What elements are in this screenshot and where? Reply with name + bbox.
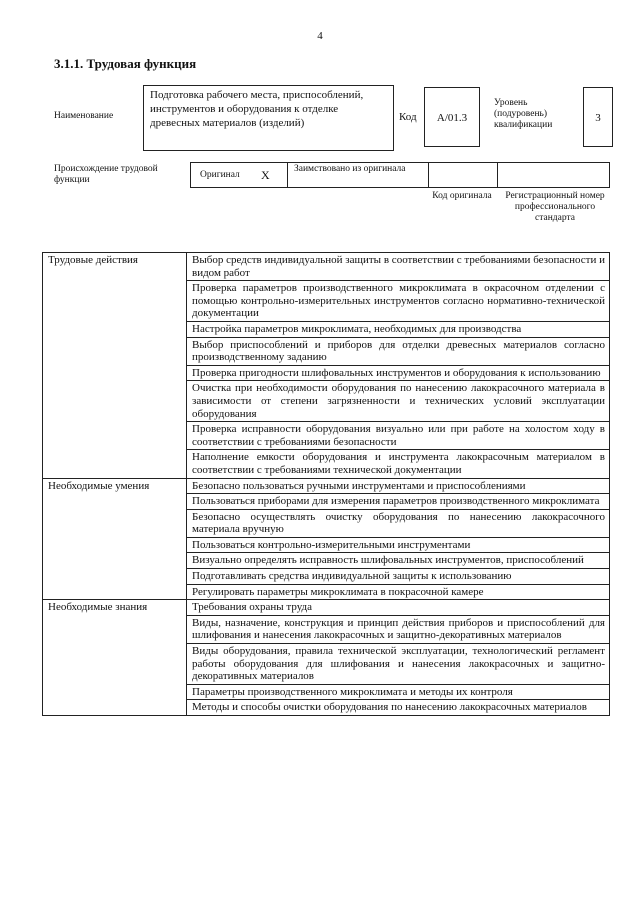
item-cell: Очистка при необходимости оборудования по нанесению лакокрасочного материала в зависимости от степени загрязненности и технических условий эксплуатации оборудования <box>187 381 610 422</box>
item-cell: Безопасно пользоваться ручными инструментами и приспособлениями <box>187 478 610 494</box>
item-cell: Безопасно осуществлять очистку оборудования по нанесению лакокрасочного материала вручную <box>187 509 610 537</box>
original-mark: X <box>261 168 270 182</box>
table-row <box>43 478 610 494</box>
item-cell: Наполнение емкости оборудования и инструмента лакокрасочным материалом в соответствии с требованиями технической документации <box>187 450 610 478</box>
item-cell: Проверка исправности оборудования визуально или при работе на холостом ходу в соответствии с требованиями безопасности <box>187 422 610 450</box>
name-label: Наименование <box>54 111 114 121</box>
item-cell: Требования охраны труда <box>187 600 610 616</box>
code-label: Код <box>399 111 417 123</box>
level-value: 3 <box>583 87 613 147</box>
function-name: Подготовка рабочего места, приспособлений, инструментов и оборудования к отделке древесных материалов (изделий) <box>143 85 394 151</box>
item-cell: Выбор средств индивидуальной защиты в соответствии с требованиями безопасности и видом работ <box>187 253 610 281</box>
item-cell: Подготавливать средства индивидуальной защиты к использованию <box>187 569 610 585</box>
item-cell: Выбор приспособлений и приборов для отделки древесных материалов согласно производственному заданию <box>187 337 610 365</box>
level-label: Уровень (подуровень) квалификации <box>494 98 553 130</box>
table-row <box>43 600 610 616</box>
section-title-cell: Трудовые действия <box>43 253 187 479</box>
code-value: A/01.3 <box>424 87 480 147</box>
item-cell: Проверка пригодности шлифовальных инструментов и оборудования к использованию <box>187 365 610 381</box>
borrowed-label: Заимствовано из оригинала <box>294 164 406 174</box>
item-cell: Проверка параметров производственного микроклимата в окрасочном отделении с помощью контрольно-измерительных инструментов согласно нормативно-технической документации <box>187 281 610 322</box>
function-table <box>42 252 610 716</box>
origin-row <box>190 162 610 188</box>
reg-caption: Регистрационный номер профессионального стандарта <box>505 191 605 223</box>
item-cell: Регулировать параметры микроклимата в покрасочной камере <box>187 584 610 600</box>
section-title: 3.1.1. Трудовая функция <box>54 56 197 71</box>
item-cell: Виды, назначение, конструкция и принцип действия приборов и приспособлений для шлифования и нанесения лакокрасочных и защитно-декоративных материалов <box>187 615 610 643</box>
item-cell: Пользоваться приборами для измерения параметров производственного микроклимата <box>187 494 610 510</box>
section-title-cell: Необходимые знания <box>43 600 187 716</box>
item-cell: Параметры производственного микроклимата и методы их контроля <box>187 684 610 700</box>
original-label: Оригинал <box>200 170 240 180</box>
item-cell: Пользоваться контрольно-измерительными инструментами <box>187 537 610 553</box>
code-caption: Код оригинала <box>432 191 492 201</box>
section-title-cell: Необходимые умения <box>43 478 187 600</box>
item-cell: Визуально определять исправность шлифовальных инструментов, приспособлений <box>187 553 610 569</box>
item-cell: Виды оборудования, правила технической эксплуатации, технологический регламент работы оборудования для шлифования и нанесения лакокрасочных и защитно-декоративных материалов <box>187 644 610 685</box>
origin-label: Происхождение трудовой функции <box>54 164 158 185</box>
item-cell: Настройка параметров микроклимата, необходимых для производства <box>187 321 610 337</box>
page-number: 4 <box>317 30 323 42</box>
table-row <box>43 253 610 281</box>
item-cell: Методы и способы очистки оборудования по нанесению лакокрасочных материалов <box>187 700 610 716</box>
